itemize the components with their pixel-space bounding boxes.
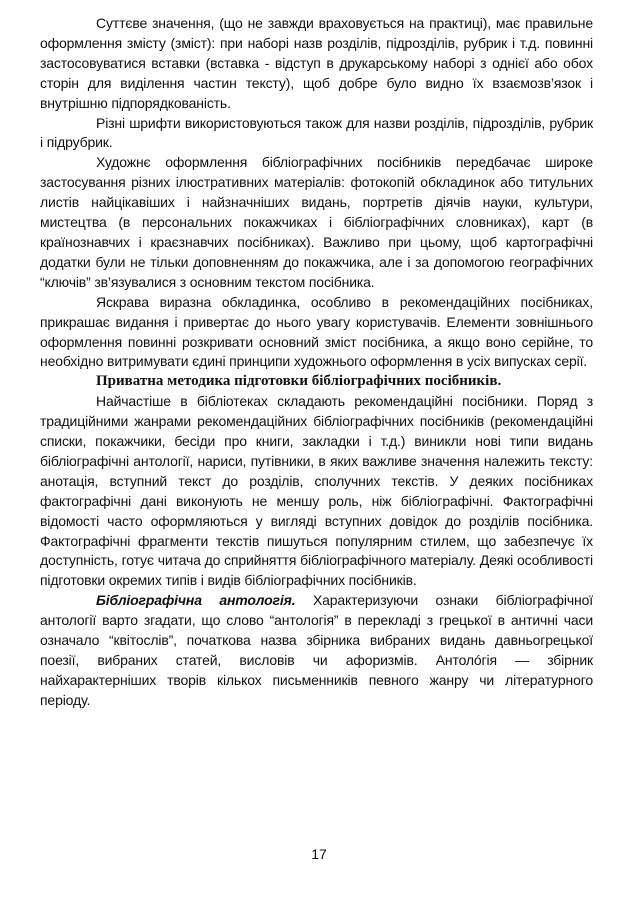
paragraph-anthology: [40, 591, 593, 710]
anthology-term: Бібліографічна антологія.: [96, 592, 296, 609]
paragraph-fonts: Різні шрифти використовуються також для назви розділів, підрозділів, рубрик і підрубрик.: [40, 114, 593, 151]
page-number: 17: [311, 846, 327, 862]
anthology-text: Характеризуючи ознаки бібліографічної антології варто згадати, що слово “антологія” в перекладі з грецької в античні часи означало “квітослів”, початкова назва збірника вибраних видань давньогрецької поезії, вибраних статей, висловів чи афоризмів. Антолóгія — збірник найхарактерніших творів кількох письменників певного жанру чи літературного періоду.: [40, 592, 593, 708]
paragraph-illustrations: Художнє оформлення бібліографічних посібників передбачає широке застосування різних ілюстративних матеріалів: фотокопій обкладинок або титульних листів найцікавіших і найзначніших видань, портретів діячів науки, культури, мистецтва (в персональних покажчиках і бібліографічних словниках), карт (в країнознавчих і краєзнавчих посібниках). Важливо при цьому, щоб картографічні додатки були не тільки доповненням до покажчика, але і за допомогою географічних “ключів” зв’язувалися з основним текстом посібника.: [40, 154, 593, 290]
paragraph-contents-formatting: Суттєве значення, (що не завжди враховується на практиці), має правильне оформлення змісту (зміст): при наборі назв розділів, підрозділів, рубрик і т.д. повинні застосовуватися вставки (вставка - відступ в друкарському наборі з однієї або обох сторін для виділення частин тексту), щоб добре було видно їх взаємозв’язок і внутрішню підпорядкованість.: [40, 15, 593, 111]
body-text: [40, 14, 593, 711]
section-heading: Приватна методика підготовки бібліографічних посібників.: [96, 373, 502, 390]
paragraph-cover: Яскрава виразна обкладинка, особливо в рекомендаційних посібниках, прикрашає видання і привертає до нього увагу користувачів. Елементи зовнішнього оформлення повинні розкривати основний зміст посібника, а якщо воно серійне, то необхідно витримувати єдині принципи художнього оформлення в усіх випусках серії.: [40, 293, 593, 370]
paragraph-recommendation-guides: Найчастіше в бібліотеках складають рекомендаційні посібники. Поряд з традиційними жанрами рекомендаційних бібліографічних посібників (рекомендаційні списки, покажчики, бесіди про книги, закладки і т.д.) виникли нові типи видань бібліографічні антології, нариси, путівники, в яких важливе значення належить тексту: анотація, вступний текст до розділів, сполучних текстів. У деяких посібниках фактографічні дані виконують не меншу роль, ніж бібліографічні. Фактографічні відомості часто оформляються у вигляді вступних довідок до розділів посібника. Фактографічні фрагменти текстів пишуться популярним стилем, що забезпечує їх доступність, готує читача до сприйняття бібліографічного матеріалу. Деякі особливості підготовки окремих типів і видів бібліографічних посібників.: [40, 393, 593, 589]
